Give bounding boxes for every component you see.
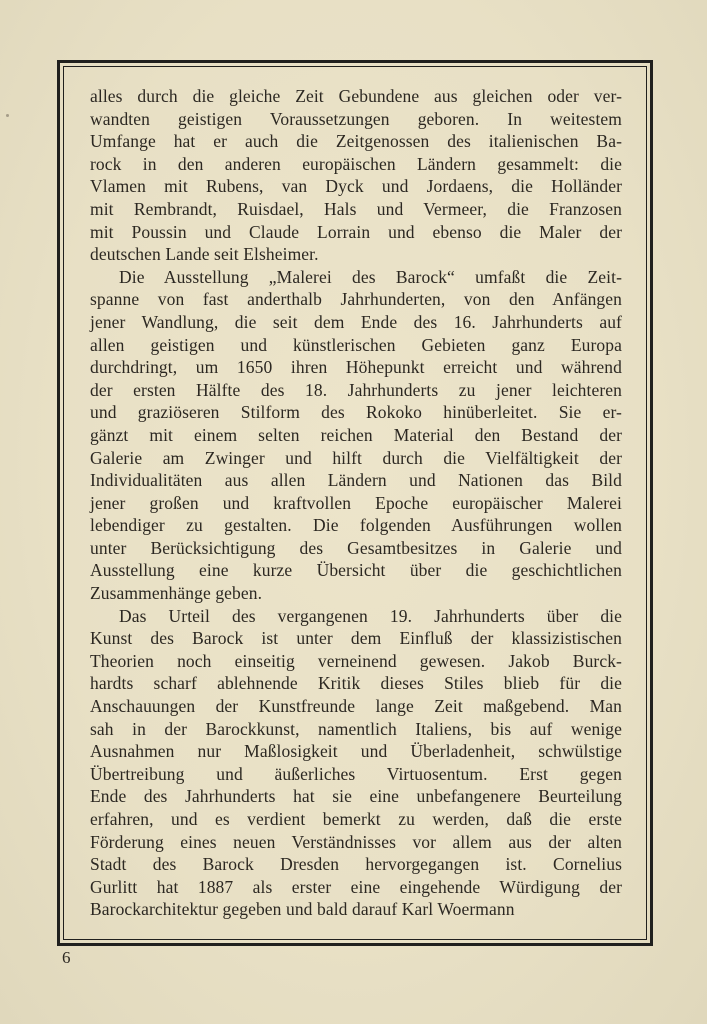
text-line: wandten geistigen Voraussetzungen geboren. In weitestem xyxy=(90,108,622,129)
text-line: hardts scharf ablehnende Kritik dieses Stiles blieb für die xyxy=(90,673,622,694)
text-line: Zusammenhänge geben. xyxy=(90,583,263,604)
text-line: Theorien noch einseitig verneinend gewesen. Jakob Burck- xyxy=(90,650,622,671)
paragraph xyxy=(90,85,622,266)
page-frame xyxy=(57,60,653,946)
text-line: gänzt mit einem selten reichen Material den Bestand der xyxy=(90,424,622,445)
paragraph xyxy=(90,266,622,605)
text-line: sah in der Barockkunst, namentlich Italiens, bis auf wenige xyxy=(90,718,622,739)
text-line: durchdringt, um 1650 ihren Höhepunkt erreicht und während xyxy=(90,357,622,378)
text-line: Barockarchitektur gegeben und bald darauf Karl Woermann xyxy=(90,899,515,920)
text-line: unter Berücksichtigung des Gesamtbesitzes in Galerie und xyxy=(90,537,622,558)
text-line: Galerie am Zwinger und hilft durch die Vielfältigkeit der xyxy=(90,447,622,468)
page-frame-inner xyxy=(63,66,647,940)
text-block xyxy=(90,85,622,921)
text-line: Übertreibung und äußerliches Virtuosentum. Erst gegen xyxy=(90,763,622,784)
text-line: mit Rembrandt, Ruisdael, Hals und Vermeer, die Franzosen xyxy=(90,198,622,219)
text-line: Förderung eines neuen Verständnisses vor allem aus der alten xyxy=(90,831,622,852)
paragraph xyxy=(90,605,622,921)
text-line: Ausnahmen nur Maßlosigkeit und Überladenheit, schwülstige xyxy=(90,741,622,762)
text-line: Gurlitt hat 1887 als erster eine eingehende Würdigung der xyxy=(90,876,622,897)
text-line: mit Poussin und Claude Lorrain und ebenso die Maler der xyxy=(90,221,622,242)
text-line: jener großen und kraftvollen Epoche europäischer Malerei xyxy=(90,492,622,513)
text-line: und graziöseren Stilform des Rokoko hinüberleitet. Sie er- xyxy=(90,402,622,423)
text-line: deutschen Lande seit Elsheimer. xyxy=(90,244,319,265)
text-line: Die Ausstellung „Malerei des Barock“ umfaßt die Zeit- xyxy=(119,266,622,287)
text-line: spanne von fast anderthalb Jahrhunderten, von den Anfängen xyxy=(90,289,622,310)
scan-artifact-dot xyxy=(6,114,9,117)
text-line: Stadt des Barock Dresden hervorgegangen ist. Cornelius xyxy=(90,854,622,875)
text-line: Das Urteil des vergangenen 19. Jahrhunderts über die xyxy=(119,605,622,626)
text-line: erfahren, und es verdient bemerkt zu werden, daß die erste xyxy=(90,809,622,829)
text-line: Vlamen mit Rubens, van Dyck und Jordaens, die Holländer xyxy=(90,176,622,197)
text-line: rock in den anderen europäischen Ländern gesammelt: die xyxy=(90,153,622,174)
page-number: 6 xyxy=(62,948,71,967)
text-line: Ausstellung eine kurze Übersicht über die geschichtlichen xyxy=(90,560,622,581)
text-line: alles durch die gleiche Zeit Gebundene aus gleichen oder ver- xyxy=(90,86,622,106)
text-line: Umfange hat er auch die Zeitgenossen des italienischen Ba- xyxy=(90,131,622,152)
text-line: der ersten Hälfte des 18. Jahrhunderts zu jener leichteren xyxy=(90,379,622,400)
text-line: allen geistigen und künstlerischen Gebieten ganz Europa xyxy=(90,334,622,355)
text-line: Anschauungen der Kunstfreunde lange Zeit maßgebend. Man xyxy=(90,696,622,717)
text-line: Individualitäten aus allen Ländern und Nationen das Bild xyxy=(90,470,622,491)
text-line: Kunst des Barock ist unter dem Einfluß der klassizistischen xyxy=(90,628,622,649)
text-line: jener Wandlung, die seit dem Ende des 16. Jahrhunderts auf xyxy=(90,311,622,332)
text-line: Ende des Jahrhunderts hat sie eine unbefangenere Beurteilung xyxy=(90,786,622,807)
text-line: lebendiger zu gestalten. Die folgenden Ausführungen wollen xyxy=(90,515,622,536)
